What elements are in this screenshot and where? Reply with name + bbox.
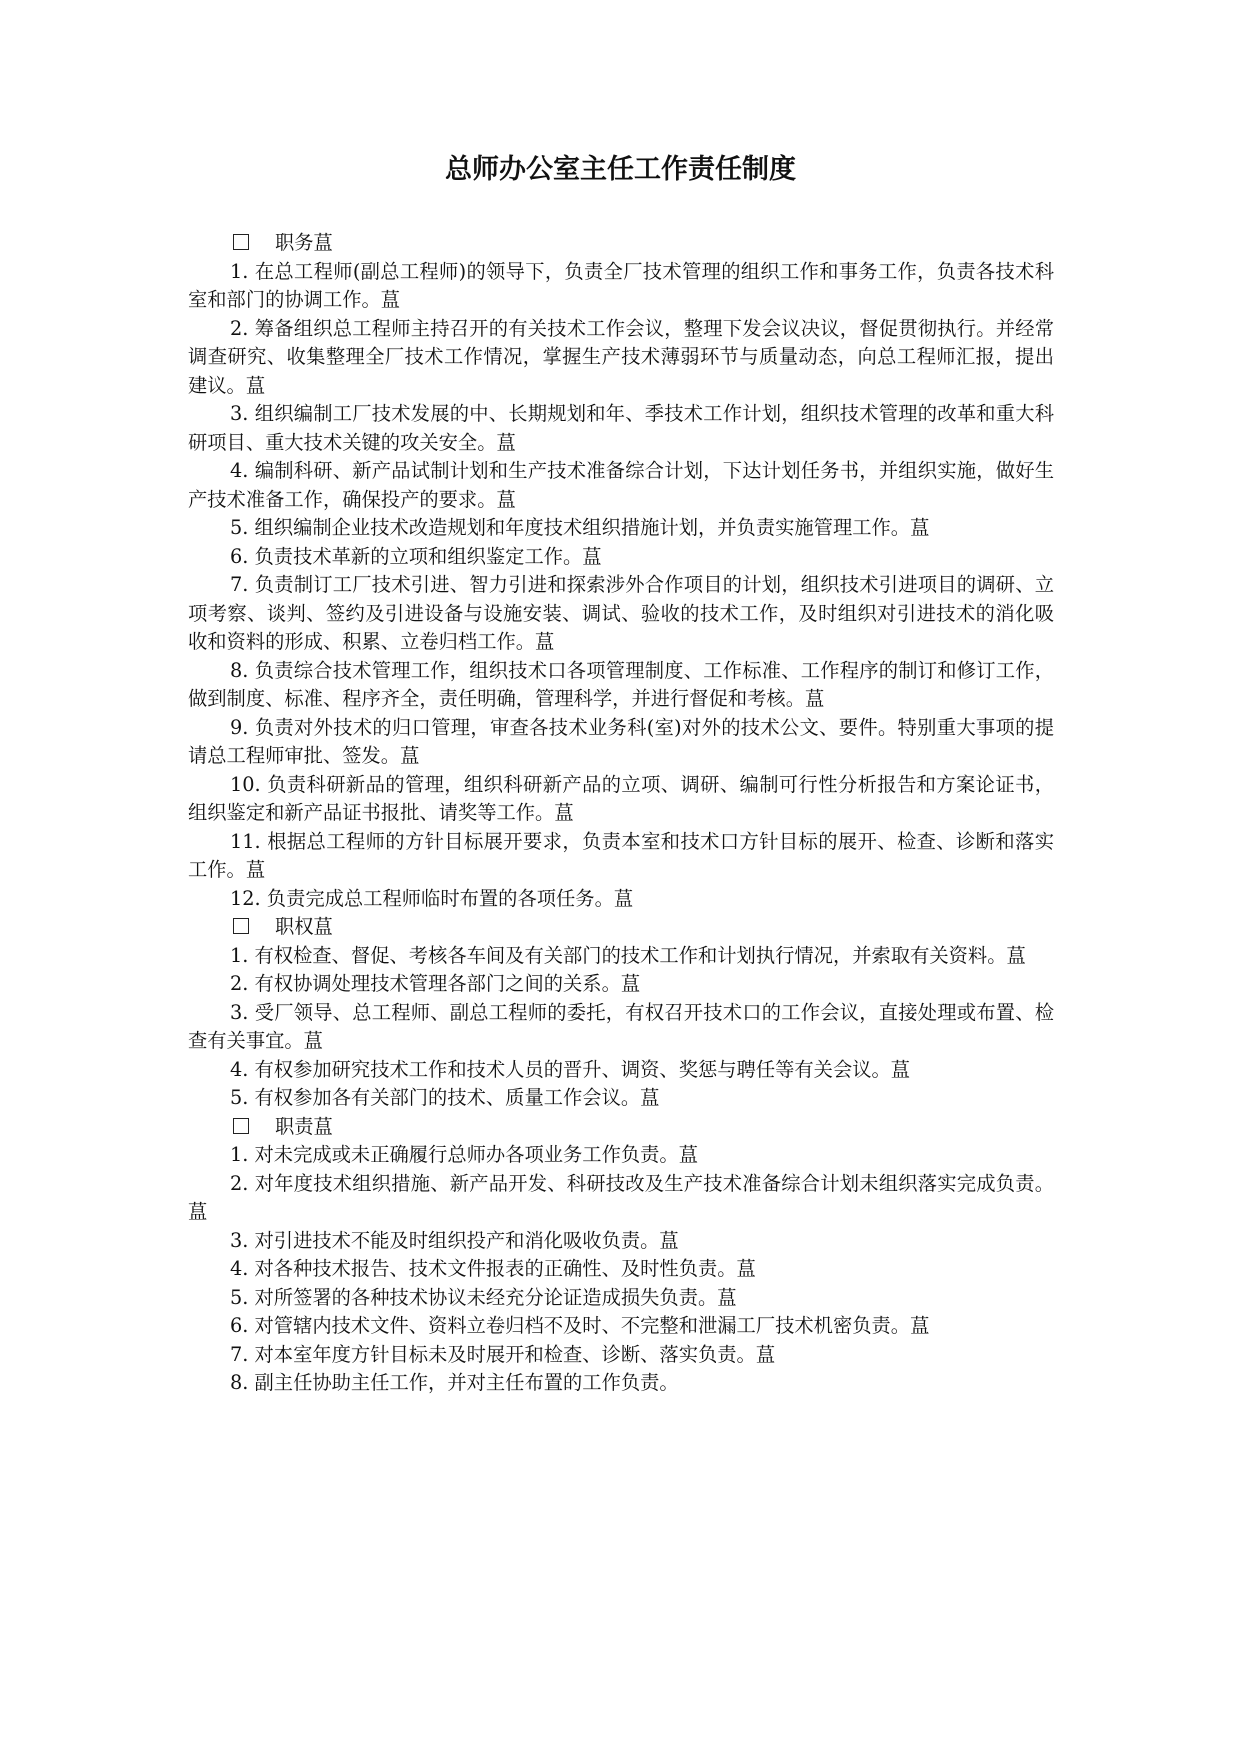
list-item: 7. 负责制订工厂技术引进、智力引进和探索涉外合作项目的计划，组织技术引进项目的调研、立项考察、谈判、签约及引进设备与设施安装、调试、验收的技术工作，及时组织对引进技术的消化吸收和资料的形成、积累、立卷归档工作。蒀: [188, 573, 1054, 653]
section-heading-label: 职责蒀: [275, 1114, 333, 1138]
list-item: 6. 负责技术革新的立项和组织鉴定工作。蒀: [230, 544, 602, 568]
list-item: 6. 对管辖内技术文件、资料立卷归档不及时、不完整和泄漏工厂技术机密负责。蒀: [230, 1314, 930, 1337]
list-item: 8. 负责综合技术管理工作，组织技术口各项管理制度、工作标准、工作程序的制订和修订工作，做到制度、标准、程序齐全，责任明确，管理科学，并进行督促和考核。蒀: [188, 658, 1054, 710]
list-item: 9. 负责对外技术的归口管理，审查各技术业务科(室)对外的技术公文、要件。特别重大事项的提请总工程师审批、签发。蒀: [188, 715, 1054, 767]
list-item: 2. 有权协调处理技术管理各部门之间的关系。蒀: [230, 972, 641, 995]
checkbox-icon: [233, 234, 249, 250]
page-title: 总师办公室主任工作责任制度: [445, 154, 796, 185]
list-item: 5. 有权参加各有关部门的技术、质量工作会议。蒀: [230, 1086, 660, 1109]
checkbox-icon: [233, 918, 249, 934]
list-item: 4. 编制科研、新产品试制计划和生产技术准备综合计划，下达计划任务书，并组织实施，做好生产技术准备工作，确保投产的要求。蒀: [188, 459, 1054, 511]
list-item: 12. 负责完成总工程师临时布置的各项任务。蒀: [230, 886, 634, 910]
list-item: 3. 组织编制工厂技术发展的中、长期规划和年、季技术工作计划，组织技术管理的改革和重大科研项目、重大技术关键的攻关安全。蒀: [188, 402, 1054, 454]
list-item: 8. 副主任协助主任工作，并对主任布置的工作负责。: [230, 1371, 679, 1394]
section-heading-responsibility: [188, 1113, 1054, 1142]
section-heading-label: 职务蒀: [275, 231, 333, 254]
list-item: 5. 组织编制企业技术改造规划和年度技术组织措施计划，并负责实施管理工作。蒀: [230, 516, 930, 539]
list-item: 3. 受厂领导、总工程师、副总工程师的委托，有权召开技术口的工作会议，直接处理或布置、检查有关事宜。蒀: [188, 1000, 1054, 1052]
section-heading-authority: [188, 913, 1054, 942]
list-item: 11. 根据总工程师的方针目标展开要求，负责本室和技术口方针目标的展开、检查、诊断和落实工作。蒀: [188, 829, 1054, 881]
list-item: 1. 对未完成或未正确履行总师办各项业务工作负责。蒀: [230, 1143, 698, 1166]
list-item: 2. 对年度技术组织措施、新产品开发、科研技改及生产技术准备综合计划未组织落实完成负责。蒀: [188, 1171, 1054, 1223]
list-item: 3. 对引进技术不能及时组织投产和消化吸收负责。蒀: [230, 1228, 679, 1252]
list-item: 2. 筹备组织总工程师主持召开的有关技术工作会议，整理下发会议决议，督促贯彻执行。并经常调查研究、收集整理全厂技术工作情况，掌握生产技术薄弱环节与质量动态，向总工程师汇报，提出建议。蒀: [188, 316, 1054, 397]
list-item: 4. 有权参加研究技术工作和技术人员的晋升、调资、奖惩与聘任等有关会议。蒀: [230, 1057, 911, 1081]
list-item: 5. 对所签署的各种技术协议未经充分论证造成损失负责。蒀: [230, 1285, 737, 1309]
checkbox-icon: [233, 1118, 249, 1134]
document-body: [188, 229, 1054, 1398]
list-item: 4. 对各种技术报告、技术文件报表的正确性、及时性负责。蒀: [230, 1257, 756, 1280]
list-item: 10. 负责科研新品的管理，组织科研新产品的立项、调研、编制可行性分析报告和方案论证书，组织鉴定和新产品证书报批、请奖等工作。蒀: [188, 772, 1054, 824]
section-heading-label: 职权蒀: [275, 915, 333, 938]
section-heading-duties: [188, 229, 1054, 258]
list-item: 7. 对本室年度方针目标未及时展开和检查、诊断、落实负责。蒀: [230, 1342, 776, 1366]
list-item: 1. 在总工程师(副总工程师)的领导下，负责全厂技术管理的组织工作和事务工作，负责各技术科室和部门的协调工作。蒀: [188, 259, 1054, 311]
list-item: 1. 有权检查、督促、考核各车间及有关部门的技术工作和计划执行情况，并索取有关资料。蒀: [230, 943, 1026, 967]
